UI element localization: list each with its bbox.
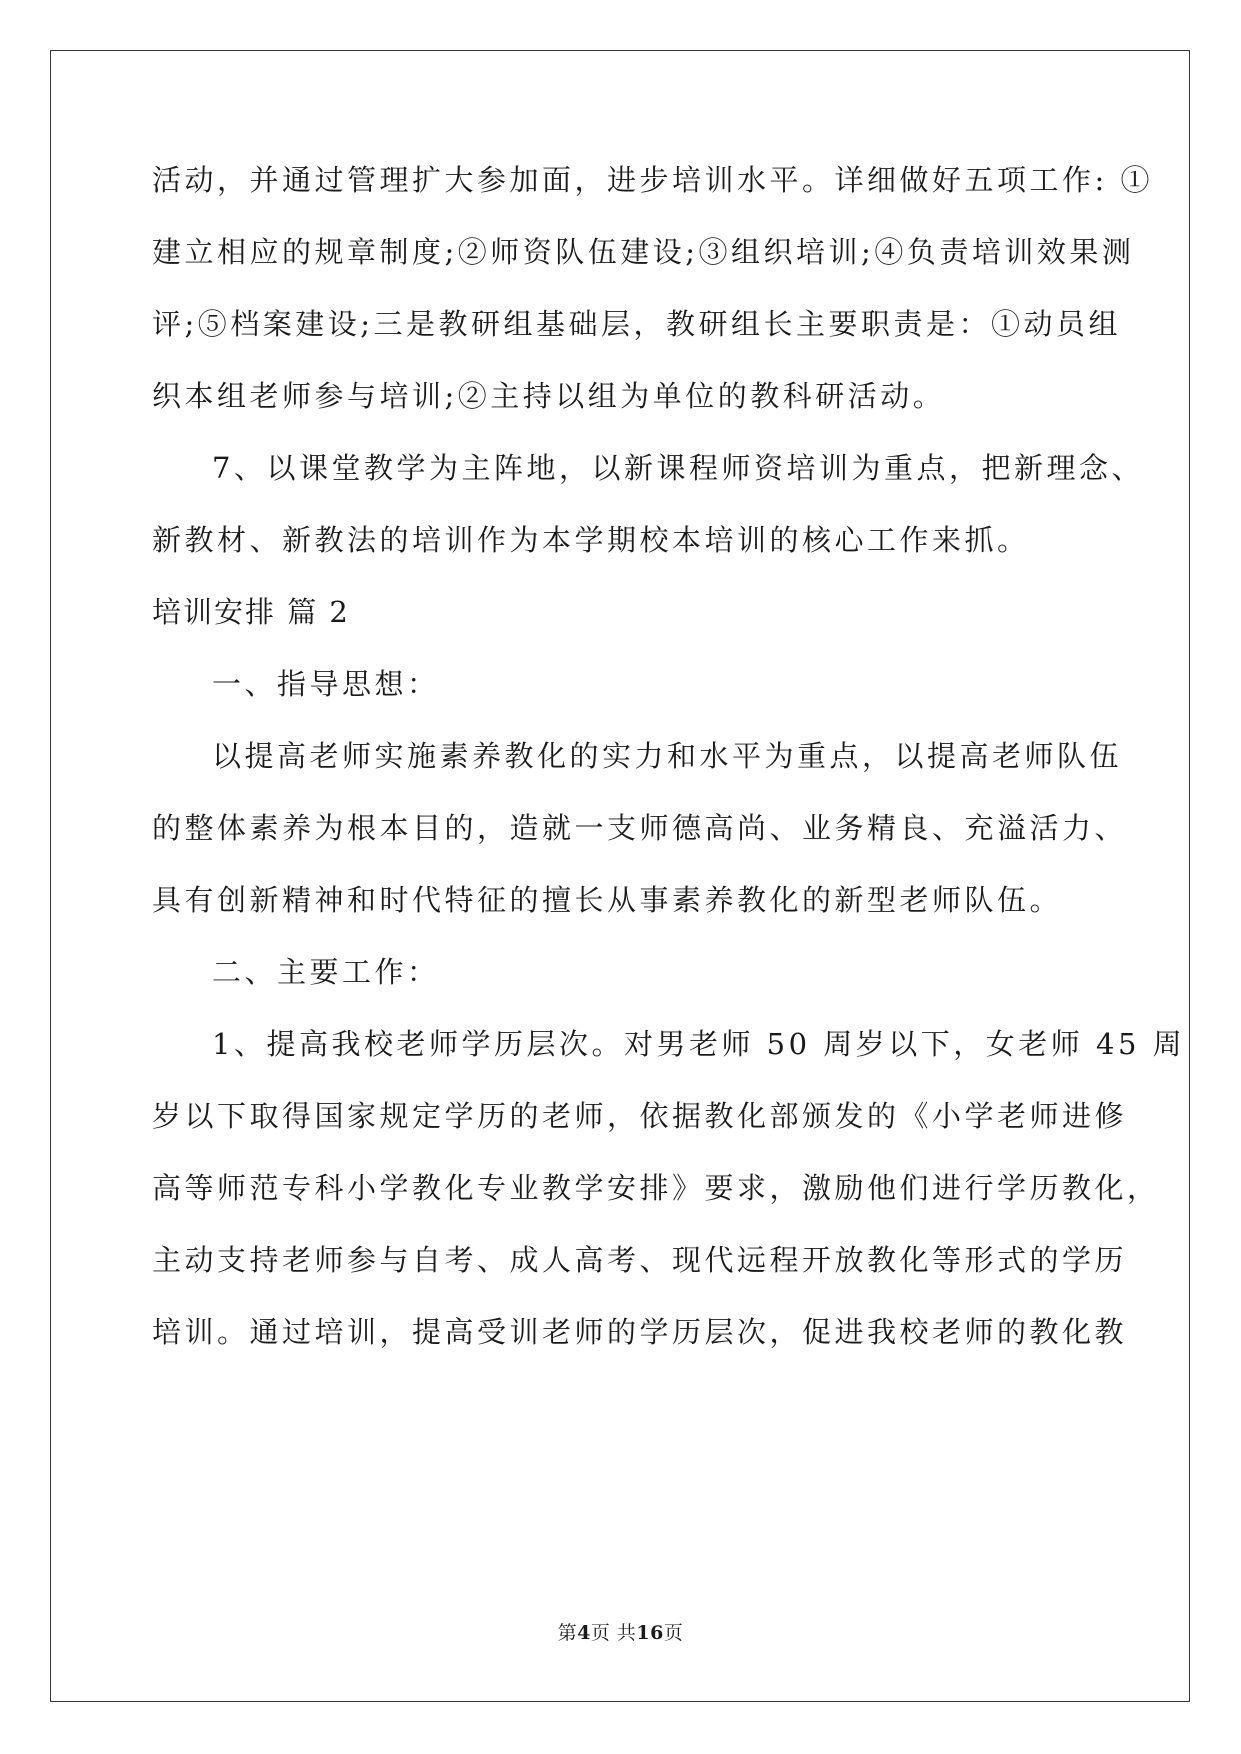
section-heading: 培训安排 篇 2 [152,595,350,629]
text-line: 具有创新精神和时代特征的擅长从事素养教化的新型老师队伍。 [152,883,1063,917]
footer-prefix: 第 [557,1622,578,1644]
text-line: 1、提高我校老师学历层次。对男老师 50 周岁以下，女老师 45 周 [212,1027,1186,1061]
current-page-number: 4 [577,1622,591,1644]
text-line: 高等师范专科小学教化专业教学安排》要求，激励他们进行学历教化， [152,1171,1160,1205]
page-footer [0,1621,1241,1645]
page-border [50,50,1190,1702]
footer-suffix: 页 [663,1622,684,1644]
text-line: 以提高老师实施素养教化的实力和水平为重点，以提高老师队伍 [212,739,1123,773]
subheading: 一、指导思想： [212,667,440,701]
total-page-number: 16 [636,1622,664,1644]
text-line: 评;⑤档案建设;三是教研组基础层，教研组长主要职责是：①动员组 [152,307,1122,341]
subheading: 二、主要工作： [212,955,440,989]
text-line: 的整体素养为根本目的，造就一支师德高尚、业务精良、充溢活力、 [152,811,1128,845]
text-line: 7、以课堂教学为主阵地，以新课程师资培训为重点，把新理念、 [212,451,1144,485]
text-line: 新教材、新教法的培训作为本学期校本培训的核心工作来抓。 [152,523,1030,557]
text-line: 培训。通过培训，提高受训老师的学历层次，促进我校老师的教化教 [152,1315,1128,1349]
footer-mid: 页 共 [590,1622,637,1644]
text-line: 建立相应的规章制度;②师资队伍建设;③组织培训;④负责培训效果测 [152,235,1135,269]
text-line: 岁以下取得国家规定学历的老师，依据教化部颁发的《小学老师进修 [152,1099,1128,1133]
text-line: 主动支持老师参与自考、成人高考、现代远程开放教化等形式的学历 [152,1243,1128,1277]
text-line: 织本组老师参与培训;②主持以组为单位的教科研活动。 [152,379,946,413]
text-line: 活动，并通过管理扩大参加面，进步培训水平。详细做好五项工作: ① [152,163,1153,197]
